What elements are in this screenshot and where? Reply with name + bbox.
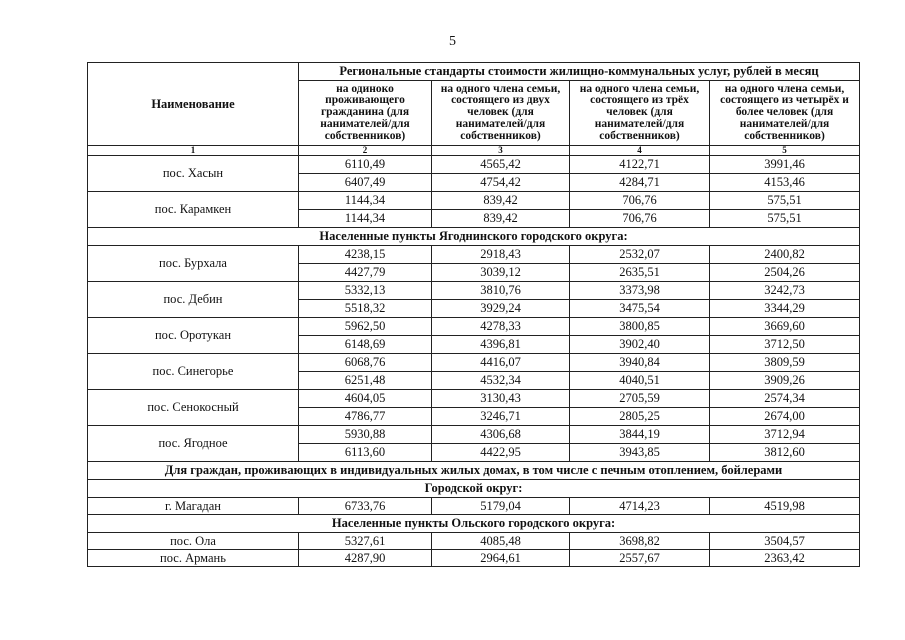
- value-cell: 4422,95: [432, 444, 570, 462]
- value-cell: 3902,40: [570, 336, 710, 354]
- value-cell: 3130,43: [432, 390, 570, 408]
- value-cell: 6148,69: [299, 336, 432, 354]
- header-name: Наименование: [88, 63, 299, 146]
- value-cell: 3940,84: [570, 354, 710, 372]
- section-row: [88, 515, 860, 533]
- value-cell: 6733,76: [299, 498, 432, 515]
- settlement-name: пос. Сенокосный: [88, 390, 299, 426]
- value-cell: 3504,57: [710, 533, 860, 550]
- value-cell: 5332,13: [299, 282, 432, 300]
- value-cell: 3373,98: [570, 282, 710, 300]
- settlement-name: пос. Ола: [88, 533, 299, 550]
- value-cell: 4040,51: [570, 372, 710, 390]
- value-cell: 6251,48: [299, 372, 432, 390]
- value-cell: 4396,81: [432, 336, 570, 354]
- value-cell: 839,42: [432, 192, 570, 210]
- table-row: [88, 318, 860, 336]
- page-number: 5: [449, 34, 456, 49]
- value-cell: 5179,04: [432, 498, 570, 515]
- value-cell: 4714,23: [570, 498, 710, 515]
- settlement-name: г. Магадан: [88, 498, 299, 515]
- value-cell: 2363,42: [710, 550, 860, 567]
- value-cell: 4306,68: [432, 426, 570, 444]
- value-cell: 4519,98: [710, 498, 860, 515]
- header-col-two: на одного члена семьи, состоящего из двух человек (для нанимателей/для собственников): [432, 81, 570, 146]
- table-row: [88, 192, 860, 210]
- settlement-name: пос. Карамкен: [88, 192, 299, 228]
- value-cell: 3909,26: [710, 372, 860, 390]
- value-cell: 4085,48: [432, 533, 570, 550]
- value-cell: 2805,25: [570, 408, 710, 426]
- header-col-single: на одиноко проживающего гражданина (для нанимателей/для собственников): [299, 81, 432, 146]
- header-col-three: на одного члена семьи, состоящего из трёх человек (для нанимателей/для собственников): [570, 81, 710, 146]
- settlement-name: пос. Оротукан: [88, 318, 299, 354]
- table-row: [88, 282, 860, 300]
- value-cell: 6068,76: [299, 354, 432, 372]
- value-cell: 3698,82: [570, 533, 710, 550]
- column-number: 1: [88, 146, 299, 156]
- value-cell: 3809,59: [710, 354, 860, 372]
- value-cell: 2674,00: [710, 408, 860, 426]
- table-row: [88, 498, 860, 515]
- table-row: [88, 550, 860, 567]
- value-cell: 2918,43: [432, 246, 570, 264]
- value-cell: 2504,26: [710, 264, 860, 282]
- value-cell: 3929,24: [432, 300, 570, 318]
- value-cell: 2532,07: [570, 246, 710, 264]
- settlement-name: пос. Бурхала: [88, 246, 299, 282]
- value-cell: 4238,15: [299, 246, 432, 264]
- value-cell: 2557,67: [570, 550, 710, 567]
- value-cell: 5327,61: [299, 533, 432, 550]
- value-cell: 1144,34: [299, 192, 432, 210]
- value-cell: 4122,71: [570, 156, 710, 174]
- housing-standards-table: [87, 62, 860, 567]
- column-number: 3: [432, 146, 570, 156]
- value-cell: 706,76: [570, 210, 710, 228]
- value-cell: 2964,61: [432, 550, 570, 567]
- table-row: [88, 246, 860, 264]
- value-cell: 2574,34: [710, 390, 860, 408]
- value-cell: 5962,50: [299, 318, 432, 336]
- section-heading-yagodnoe: Населенные пункты Ягоднинского городского округа:: [88, 228, 860, 246]
- column-number: 5: [710, 146, 860, 156]
- value-cell: 3242,73: [710, 282, 860, 300]
- table-row: [88, 426, 860, 444]
- section-row: [88, 462, 860, 480]
- section-row: [88, 480, 860, 498]
- value-cell: 2705,59: [570, 390, 710, 408]
- value-cell: 4754,42: [432, 174, 570, 192]
- value-cell: 3344,29: [710, 300, 860, 318]
- value-cell: 3712,50: [710, 336, 860, 354]
- value-cell: 3991,46: [710, 156, 860, 174]
- value-cell: 4284,71: [570, 174, 710, 192]
- value-cell: 3844,19: [570, 426, 710, 444]
- value-cell: 3943,85: [570, 444, 710, 462]
- value-cell: 4153,46: [710, 174, 860, 192]
- settlement-name: пос. Синегорье: [88, 354, 299, 390]
- section-heading-ola: Населенные пункты Ольского городского округа:: [88, 515, 860, 533]
- value-cell: 6110,49: [299, 156, 432, 174]
- value-cell: 4565,42: [432, 156, 570, 174]
- header-group-title: Региональные стандарты стоимости жилищно-коммунальных услуг, рублей в месяц: [299, 63, 860, 81]
- section-heading-individual: Для граждан, проживающих в индивидуальных жилых домах, в том числе с печным отоплением, бойлерами: [88, 462, 860, 480]
- value-cell: 2400,82: [710, 246, 860, 264]
- table-row: [88, 156, 860, 174]
- value-cell: 2635,51: [570, 264, 710, 282]
- value-cell: 3810,76: [432, 282, 570, 300]
- settlement-name: пос. Хасын: [88, 156, 299, 192]
- value-cell: 4416,07: [432, 354, 570, 372]
- value-cell: 839,42: [432, 210, 570, 228]
- value-cell: 6113,60: [299, 444, 432, 462]
- settlement-name: пос. Дебин: [88, 282, 299, 318]
- value-cell: 4287,90: [299, 550, 432, 567]
- value-cell: 4532,34: [432, 372, 570, 390]
- value-cell: 3812,60: [710, 444, 860, 462]
- table-row: [88, 533, 860, 550]
- value-cell: 3246,71: [432, 408, 570, 426]
- value-cell: 706,76: [570, 192, 710, 210]
- table-row: [88, 354, 860, 372]
- value-cell: 3669,60: [710, 318, 860, 336]
- value-cell: 4786,77: [299, 408, 432, 426]
- header-col-four: на одного члена семьи, состоящего из четырёх и более человек (для нанимателей/для собственников): [710, 81, 860, 146]
- value-cell: 6407,49: [299, 174, 432, 192]
- value-cell: 4427,79: [299, 264, 432, 282]
- column-number: 4: [570, 146, 710, 156]
- section-heading-city: Городской округ:: [88, 480, 860, 498]
- value-cell: 3800,85: [570, 318, 710, 336]
- value-cell: 4604,05: [299, 390, 432, 408]
- column-number: 2: [299, 146, 432, 156]
- value-cell: 4278,33: [432, 318, 570, 336]
- value-cell: 3039,12: [432, 264, 570, 282]
- section-row: [88, 228, 860, 246]
- value-cell: 575,51: [710, 192, 860, 210]
- value-cell: 3475,54: [570, 300, 710, 318]
- settlement-name: пос. Ягодное: [88, 426, 299, 462]
- value-cell: 5518,32: [299, 300, 432, 318]
- value-cell: 3712,94: [710, 426, 860, 444]
- value-cell: 575,51: [710, 210, 860, 228]
- settlement-name: пос. Армань: [88, 550, 299, 567]
- value-cell: 5930,88: [299, 426, 432, 444]
- column-numbers-row: [88, 146, 860, 156]
- table-row: [88, 390, 860, 408]
- value-cell: 1144,34: [299, 210, 432, 228]
